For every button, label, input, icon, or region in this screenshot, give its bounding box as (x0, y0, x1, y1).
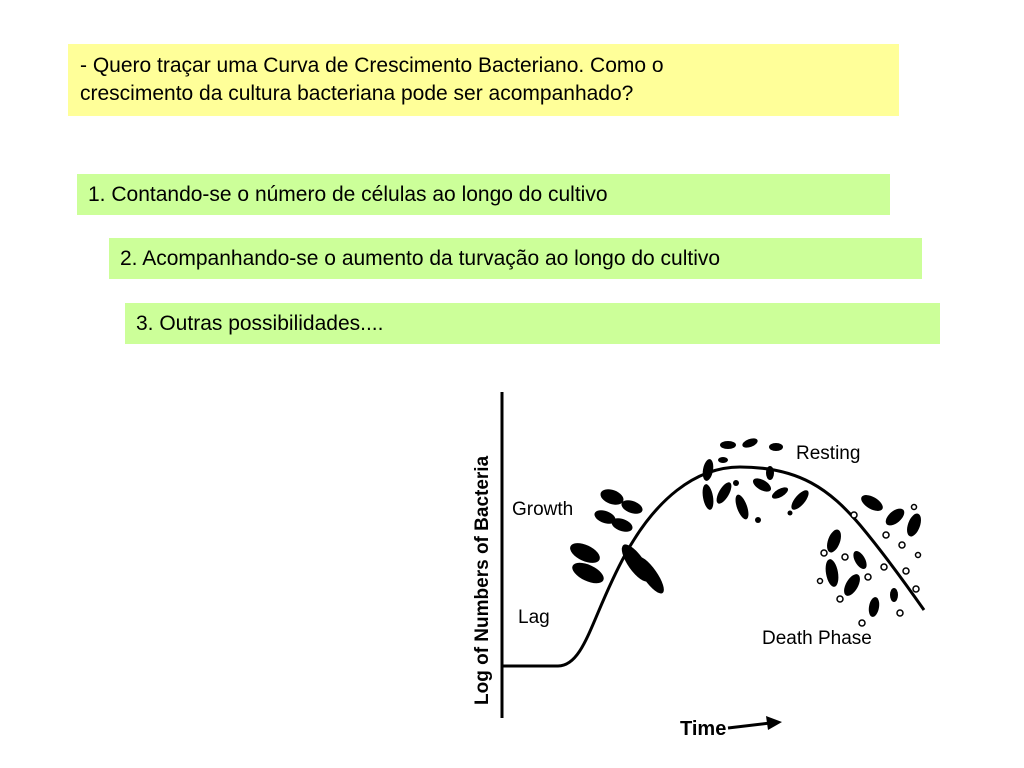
phase-label-resting: Resting (796, 443, 861, 464)
question-line-2: crescimento da cultura bacteriana pode ser acompanhado? (80, 82, 634, 105)
bacterial-growth-curve-figure (440, 385, 940, 755)
bacteria-resting-cluster (701, 437, 812, 523)
option-1-box: 1. Contando-se o número de células ao longo do cultivo (77, 174, 890, 215)
bacteria-death-cluster (818, 492, 924, 626)
bacteria-growth-cluster (567, 486, 668, 597)
x-axis-label: Time (680, 718, 727, 740)
option-3-box: 3. Outras possibilidades.... (125, 303, 940, 344)
phase-label-growth: Growth (512, 499, 574, 520)
option-2-box: 2. Acompanhando-se o aumento da turvação ao longo do cultivo (109, 238, 922, 279)
phase-label-death: Death Phase (762, 628, 872, 649)
time-arrow (728, 716, 782, 730)
question-line-1: - Quero traçar uma Curva de Crescimento Bacteriano. Como o (80, 54, 664, 77)
question-box (68, 44, 899, 116)
phase-label-lag: Lag (518, 607, 550, 628)
y-axis-label: Log of Numbers of Bacteria (472, 455, 493, 705)
